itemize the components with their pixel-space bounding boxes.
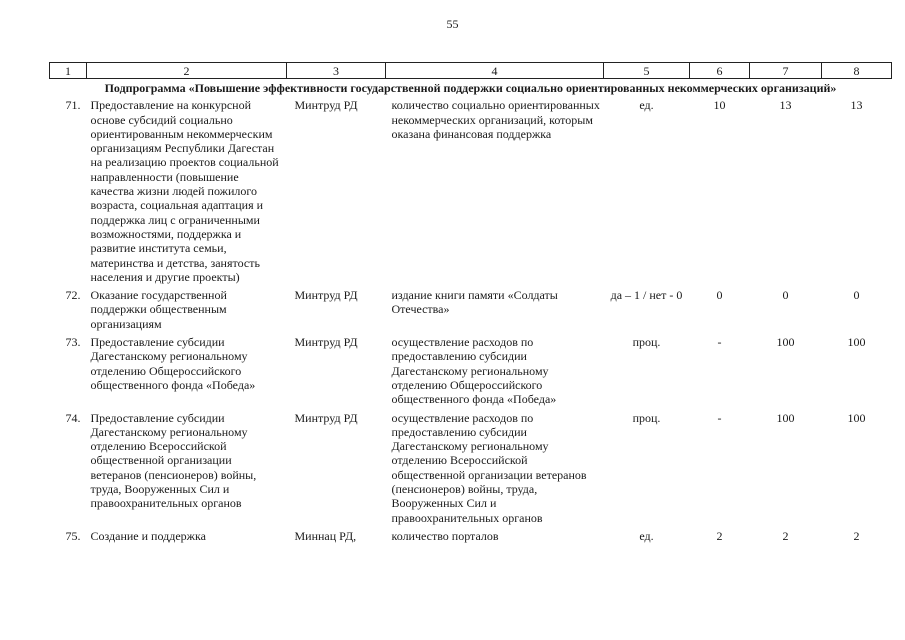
activity-description: Оказание государственной поддержки общественным организациям [90,288,227,331]
row-number: 75. [65,528,81,543]
indicators-table [49,62,892,546]
value-col-8: 100 [847,335,866,350]
activity-description: Предоставление субсидии Дагестанскому региональному отделению Всероссийской общественной организации ветеранов (пенсионеров) войны, труда, Вооруженных Сил и правоохранительных органов [90,410,257,511]
value-col-7: 100 [776,335,795,350]
responsible-executor: Минтруд РД [294,288,358,303]
indicator-name: осуществление расходов по предоставлению субсидии Дагестанскому региональному отделению Общероссийского общественного фонда «Победа» [391,335,557,407]
table-row [50,97,892,287]
indicator-name: издание книги памяти «Солдаты Отечества» [391,288,558,317]
column-number: 1 [50,63,87,79]
unit-of-measure: да – 1 / нет - 0 [610,288,683,303]
responsible-executor: Миннац РД, [294,528,357,543]
responsible-executor: Минтруд РД [294,98,358,113]
responsible-executor: Минтруд РД [294,335,358,350]
column-number-row [50,63,892,79]
value-col-7: 2 [782,528,789,543]
unit-of-measure: проц. [632,335,661,350]
column-number: 7 [750,63,822,79]
value-col-7: 13 [779,98,792,113]
column-number: 3 [287,63,386,79]
value-col-8: 0 [853,288,860,303]
unit-of-measure: проц. [632,410,661,425]
indicator-name: осуществление расходов по предоставлению субсидии Дагестанскому региональному отделению Всероссийской общественной организации ветеранов (пенсионеров) войны, труда, Вооруженных Сил и правоохранительных органов [391,410,587,525]
column-number: 2 [87,63,287,79]
activity-description: Предоставление субсидии Дагестанскому региональному отделению Общероссийского общественного фонда «Победа» [90,335,256,392]
value-col-6: 0 [716,288,723,303]
value-col-6: - [717,410,722,425]
value-col-8: 13 [850,98,863,113]
column-number: 4 [386,63,604,79]
value-col-6: 2 [716,528,723,543]
indicator-name: количество социально ориентированных некоммерческих организаций, которым оказана финансовая поддержка [391,98,600,141]
page-number: 55 [446,17,459,31]
column-number: 6 [690,63,750,79]
activity-description: Создание и поддержка [90,528,206,543]
column-number: 5 [604,63,690,79]
subprogram-row [50,79,892,98]
column-number: 8 [822,63,892,79]
activity-description: Предоставление на конкурсной основе субсидий социально ориентированным некоммерческим организациям Республики Дагестан на реализацию проектов социальной направленности (повышение качества жизни людей пожилого возраста, социальная адаптация и поддержка лиц с ограниченными возможностями, поддержка и развитие института семьи, материнства и детства, занятость населения и другие проекты) [90,98,279,284]
value-col-8: 100 [847,410,866,425]
value-col-7: 100 [776,410,795,425]
indicator-name: количество порталов [391,528,499,543]
value-col-7: 0 [782,288,789,303]
table-row [50,287,892,334]
unit-of-measure: ед. [639,98,654,113]
value-col-6: - [717,335,722,350]
row-number: 71. [65,98,81,113]
row-number: 72. [65,288,81,303]
table-row [50,334,892,409]
value-col-8: 2 [853,528,860,543]
unit-of-measure: ед. [639,528,654,543]
table-row [50,410,892,528]
subprogram-title: Подпрограмма «Повышение эффективности государственной поддержки социально ориентированных некоммерческих организаций» [104,81,837,95]
row-number: 74. [65,410,81,425]
value-col-6: 10 [713,98,726,113]
table-row [50,528,892,546]
row-number: 73. [65,335,81,350]
responsible-executor: Минтруд РД [294,410,358,425]
